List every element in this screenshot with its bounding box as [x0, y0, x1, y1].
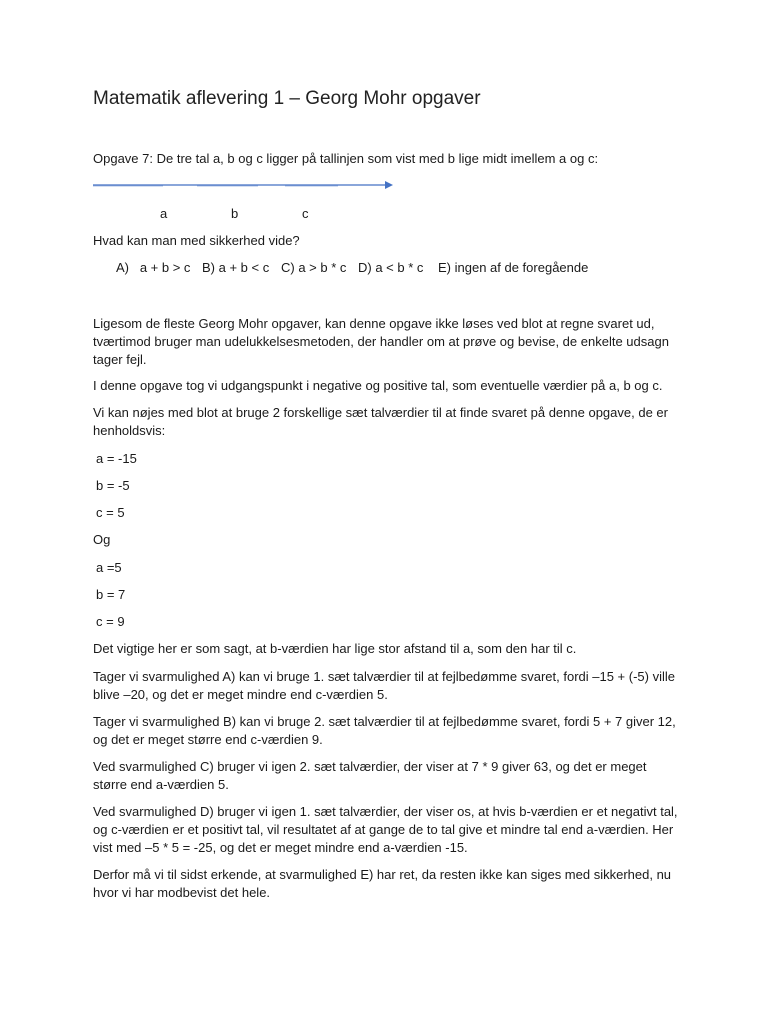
- set2-a-value: a =5: [96, 560, 122, 575]
- paragraph-value-sets: Vi kan nøjes med blot at bruge 2 forskellige sæt talværdier til at finde svaret på denne opgave, de er henholdsvis:: [93, 405, 668, 438]
- og-text: Og: [93, 532, 111, 547]
- set1-b-value: b = -5: [96, 478, 130, 493]
- option-d: D) a < b * c: [358, 260, 424, 275]
- option-c: C) a > b * c: [281, 260, 347, 275]
- set2-c-value: c = 9: [96, 614, 125, 629]
- option-b: B) a + b < c: [202, 260, 270, 275]
- paragraph-option-b: Tager vi svarmulighed B) kan vi bruge 2. sæt talværdier til at fejlbedømme svaret, fordi 5 + 7 giver 12, og det er meget større end c-værdien 9.: [93, 714, 676, 747]
- document-title: Matematik aflevering 1 – Georg Mohr opgaver: [93, 88, 481, 109]
- number-line-arrow: [93, 178, 395, 194]
- paragraph-intro: Ligesom de fleste Georg Mohr opgaver, kan denne opgave ikke løses ved blot at regne svaret ud, tværtimod bruger man udelukkelsesmetoden, der handler om at prøve og bevise, de enkelte udsagn tager fejl.: [93, 316, 669, 367]
- number-line-label-b: b: [231, 206, 239, 221]
- paragraph-distance: Det vigtige her er som sagt, at b-værdien har lige stor afstand til a, som den har til c.: [93, 641, 577, 656]
- task-statement: Opgave 7: De tre tal a, b og c ligger på tallinjen som vist med b lige midt imellem a og c:: [93, 151, 599, 166]
- number-line-label-c: c: [302, 206, 309, 221]
- paragraph-option-a: Tager vi svarmulighed A) kan vi bruge 1. sæt talværdier til at fejlbedømme svaret, fordi –15 + (-5) ville blive –20, og det er meget mindre end c-værdien 5.: [93, 669, 675, 702]
- question-text: Hvad kan man med sikkerhed vide?: [93, 233, 300, 248]
- paragraph-option-c: Ved svarmulighed C) bruger vi igen 2. sæt talværdier, der viser at 7 * 9 giver 63, og det er meget større end a-værdien 5.: [93, 759, 647, 792]
- option-a: A) a + b > c: [116, 260, 191, 275]
- set1-c-value: c = 5: [96, 505, 125, 520]
- number-line-label-a: a: [160, 206, 168, 221]
- paragraph-option-d: Ved svarmulighed D) bruger vi igen 1. sæt talværdier, der viser os, at hvis b-værdien er et negativt tal, og c-værdien er et positivt tal, vil resultatet af at gange de to tal give et mindre tal end a-værdien. Her vist med –5 * 5 = -25, og det er meget mindre end a-værdien -15.: [93, 804, 678, 855]
- paragraph-conclusion: Derfor må vi til sidst erkende, at svarmulighed E) har ret, da resten ikke kan siges med sikkerhed, nu hvor vi har modbevist det hele.: [93, 867, 672, 900]
- paragraph-starting-point: I denne opgave tog vi udgangspunkt i negative og positive tal, som eventuelle værdier på a, b og c.: [93, 378, 663, 393]
- option-e: E) ingen af de foregående: [438, 260, 589, 275]
- set2-b-value: b = 7: [96, 587, 126, 602]
- set1-a-value: a = -15: [96, 451, 137, 466]
